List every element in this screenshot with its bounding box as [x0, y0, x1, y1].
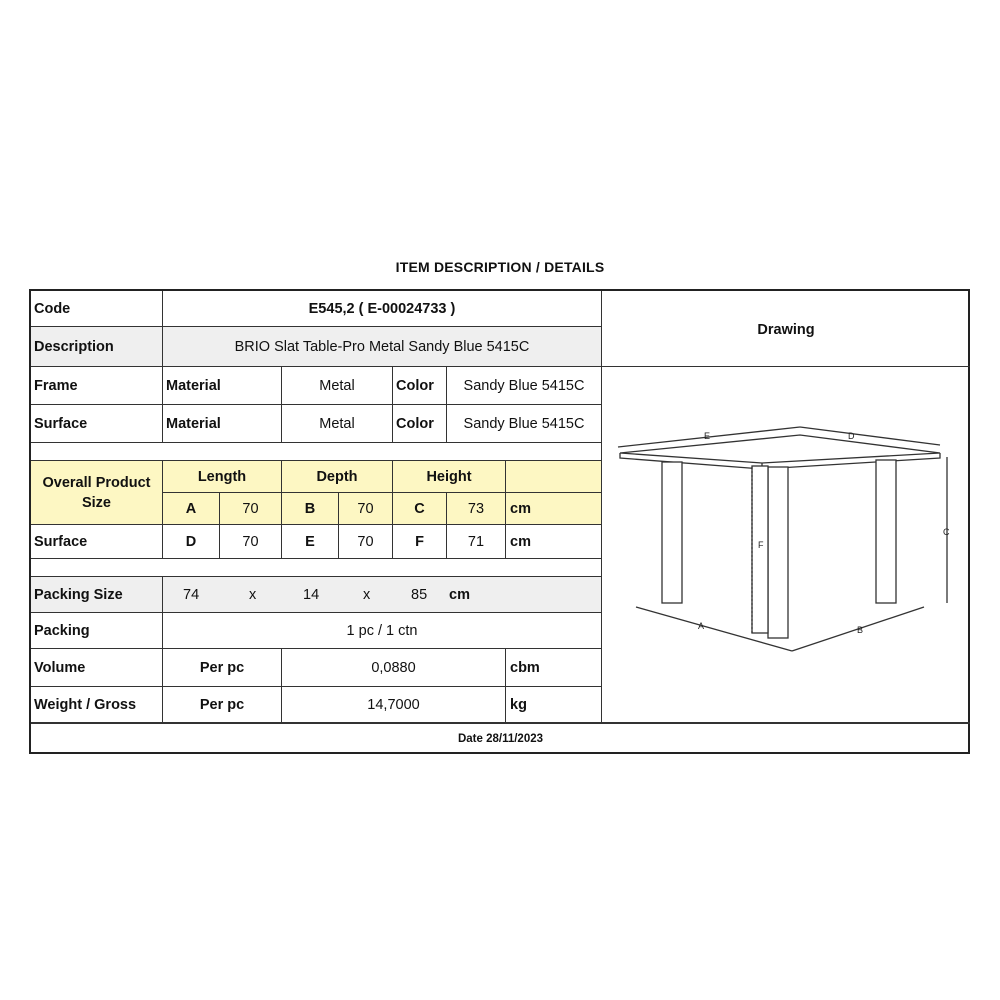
surface-material-label: Material [163, 405, 282, 443]
weight-unit: kg [506, 687, 602, 723]
document-title: ITEM DESCRIPTION / DETAILS [395, 259, 605, 275]
unit-header-blank [506, 461, 602, 493]
drawing-area [602, 367, 970, 723]
dim-b-value: 70 [339, 493, 393, 525]
height-header: Height [393, 461, 506, 493]
dim-a-letter: A [163, 493, 220, 525]
dim-f-letter: F [393, 525, 447, 559]
drawing-letter-c: C [943, 527, 950, 537]
spacer-row [31, 443, 602, 461]
surface-size-label: Surface [31, 525, 163, 559]
weight-per: Per pc [163, 687, 282, 723]
weight-value: 14,7000 [282, 687, 506, 723]
table-leg-right [876, 460, 896, 603]
volume-value: 0,0880 [282, 649, 506, 687]
frame-material-label: Material [163, 367, 282, 405]
packing-height: 85 [411, 586, 428, 603]
code-value: E545,2 ( E-00024733 ) [163, 291, 602, 327]
weight-label: Weight / Gross [31, 687, 163, 723]
description-label: Description [31, 327, 163, 367]
dim-c-value: 73 [447, 493, 506, 525]
dim-d-letter: D [163, 525, 220, 559]
overall-unit: cm [506, 493, 602, 525]
packing-value: 1 pc / 1 ctn [163, 613, 602, 649]
spacer-row-2 [31, 559, 602, 577]
packing-length: 74 [183, 586, 200, 603]
table-drawing [602, 367, 970, 723]
frame-label: Frame [31, 367, 163, 405]
drawing-label: Drawing [602, 291, 970, 367]
overall-size-label: Overall Product Size [31, 461, 163, 525]
packing-size-label: Packing Size [31, 577, 163, 613]
surface-color-label: Color [393, 405, 447, 443]
packing-width: 14 [303, 586, 320, 603]
dim-c-letter: C [393, 493, 447, 525]
drawing-letter-f: F [758, 540, 764, 550]
volume-unit: cbm [506, 649, 602, 687]
volume-label: Volume [31, 649, 163, 687]
surface-label: Surface [31, 405, 163, 443]
dim-e-value: 70 [339, 525, 393, 559]
dim-a-value: 70 [220, 493, 282, 525]
drawing-letter-a: A [698, 621, 705, 631]
code-label: Code [31, 291, 163, 327]
date-text: Date 28/11/2023 [457, 732, 544, 745]
surface-material-value: Metal [282, 405, 393, 443]
dim-b-letter: B [282, 493, 339, 525]
drawing-letter-e: E [704, 431, 711, 441]
depth-header: Depth [282, 461, 393, 493]
table-leg-left [662, 462, 682, 603]
dim-f-value: 71 [447, 525, 506, 559]
packing-label: Packing [31, 613, 163, 649]
frame-color-value: Sandy Blue 5415C [447, 367, 602, 405]
packing-x2: x [363, 586, 371, 603]
drawing-letter-d: D [848, 431, 855, 441]
description-value: BRIO Slat Table-Pro Metal Sandy Blue 5415C [163, 327, 602, 367]
packing-size-row [163, 577, 602, 613]
surface-color-value: Sandy Blue 5415C [447, 405, 602, 443]
frame-material-value: Metal [282, 367, 393, 405]
volume-per: Per pc [163, 649, 282, 687]
item-details-table [29, 289, 970, 754]
packing-x1: x [249, 586, 257, 603]
table-leg-front [768, 467, 788, 638]
surface-size-unit: cm [506, 525, 602, 559]
frame-color-label: Color [393, 367, 447, 405]
drawing-letter-b: B [857, 625, 864, 635]
length-header: Length [163, 461, 282, 493]
packing-unit: cm [449, 586, 470, 603]
dim-d-value: 70 [220, 525, 282, 559]
dim-e-letter: E [282, 525, 339, 559]
